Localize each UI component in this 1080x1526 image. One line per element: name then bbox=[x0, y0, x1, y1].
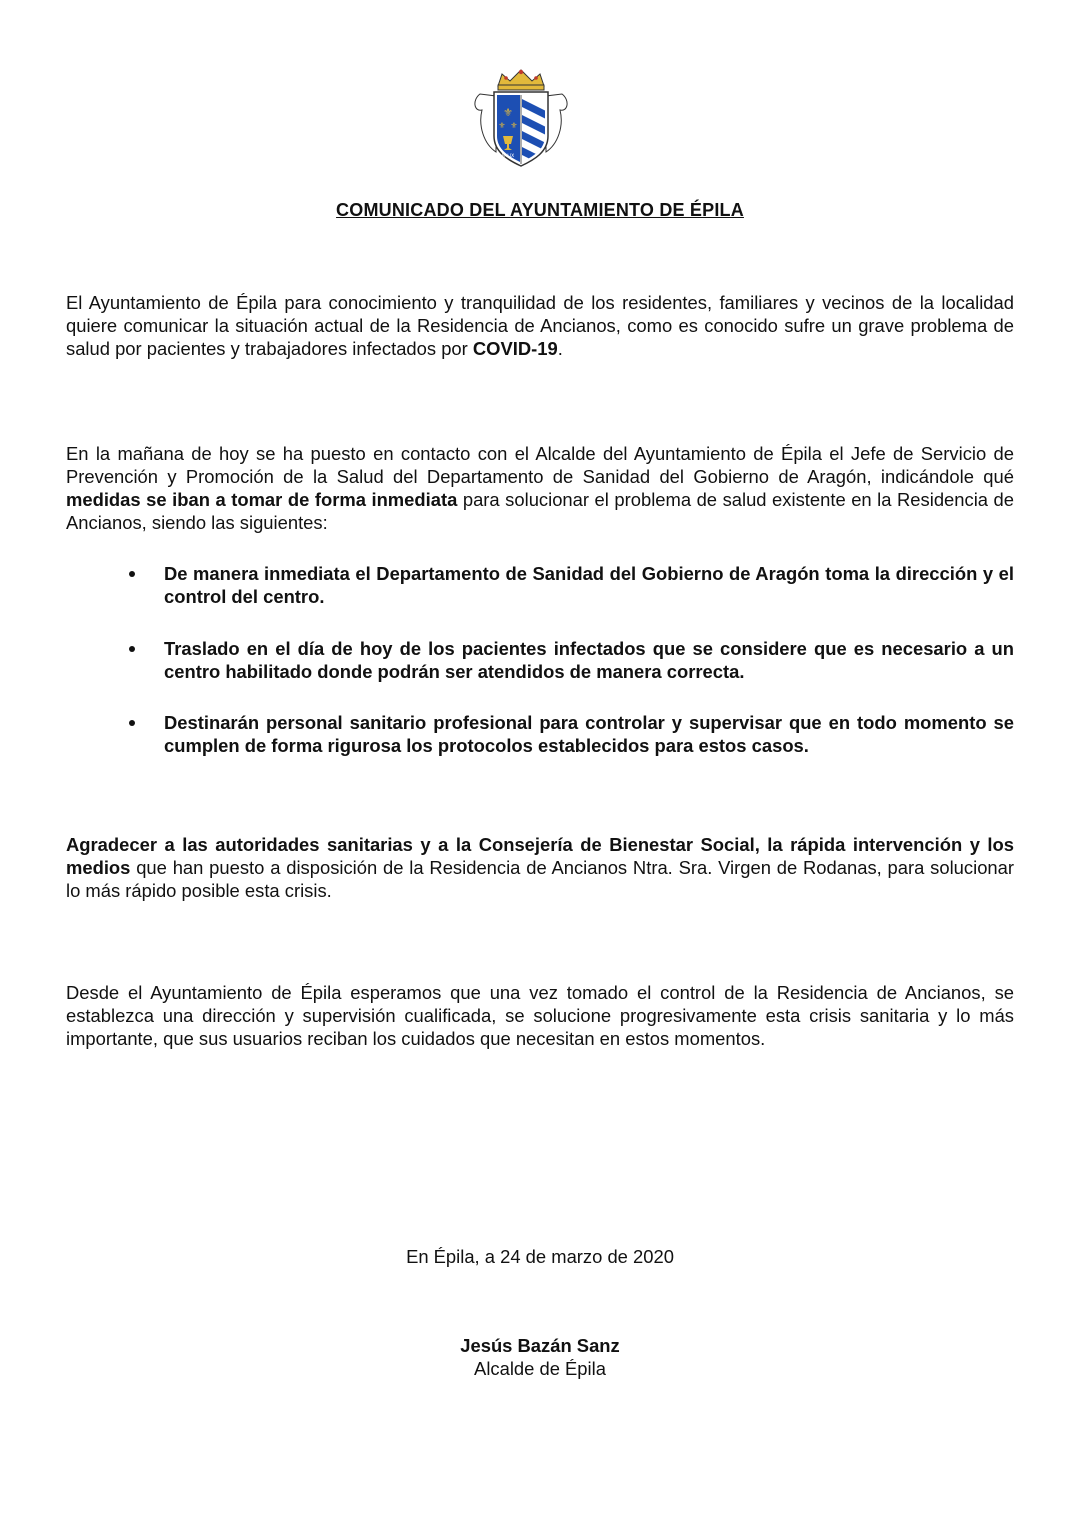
paragraph-thanks: Agradecer a las autoridades sanitarias y a la Consejería de Bienestar Social, la rápida intervención y los medios que han puesto a disposición de la Residencia de Ancianos Ntra. Sra. Virgen de Rodanas, para solucionar lo más rápido posible esta crisis. bbox=[66, 834, 1014, 901]
bullet-icon bbox=[129, 571, 135, 577]
svg-text:⚜: ⚜ bbox=[503, 106, 513, 119]
paragraph-intro: El Ayuntamiento de Épila para conocimiento y tranquilidad de los residentes, familiares y vecinos de la localidad quiere comunicar la situación actual de la Residencia de Ancianos, como es conocido sufre un grave problema de salud por pacientes y trabajadores infectados por COVID-19. bbox=[66, 292, 1014, 359]
date-line: En Épila, a 24 de marzo de 2020 bbox=[406, 1246, 674, 1267]
crest-motto: PALIX bbox=[501, 154, 515, 159]
svg-text:⚜: ⚜ bbox=[510, 121, 518, 130]
bullet-icon bbox=[129, 646, 135, 652]
svg-text:⚜: ⚜ bbox=[498, 121, 506, 130]
paragraph-closing: Desde el Ayuntamiento de Épila esperamos que una vez tomado el control de la Residencia de Ancianos, se establezca una dirección y supervisión cualificada, se solucione progresivamente esta crisis sanitaria y lo más importante, que sus usuarios reciban los cuidados que necesitan en estos momentos. bbox=[66, 982, 1014, 1049]
crown-icon bbox=[498, 70, 544, 90]
signatory-name: Jesús Bazán Sanz bbox=[460, 1335, 620, 1356]
bullet-icon bbox=[129, 720, 135, 726]
document-title: COMUNICADO DEL AYUNTAMIENTO DE ÉPILA bbox=[336, 200, 744, 220]
paragraph-contact: En la mañana de hoy se ha puesto en contacto con el Alcalde del Ayuntamiento de Épila el Jefe de Servicio de Prevención y Promoción de la Salud del Departamento de Sanidad del Gobierno de Aragón, indicándole qué medidas se iban a tomar de forma inmediata para solucionar el problema de salud existente en la Residencia de Ancianos, siendo las siguientes: bbox=[66, 443, 1014, 533]
signatory-role: Alcalde de Épila bbox=[474, 1358, 606, 1379]
coat-of-arms-logo bbox=[466, 66, 576, 170]
